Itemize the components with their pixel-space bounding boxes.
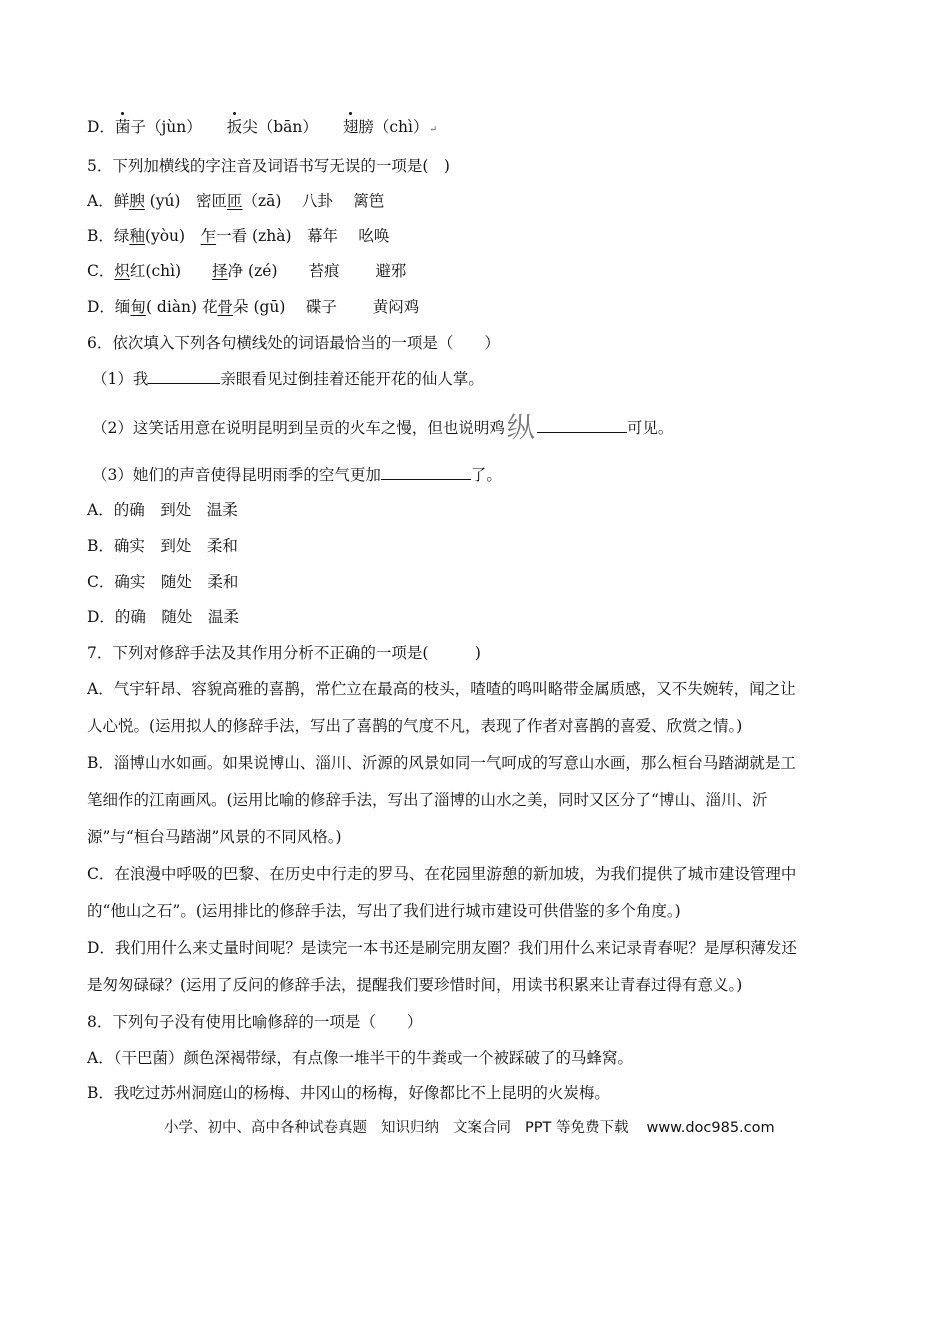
dotted-char: 菌 [114,118,131,136]
q8-option-a: A．（干巴菌）颜色深褐带绿，有点像一堆半干的牛粪或一个被踩破了的马蜂窝。 [87,1049,633,1067]
q7-option-b-line-1: B．淄博山水如画。如果说博山、淄川、沂源的风景如同一气呵成的写意山水画，那么桓台马踏湖就是工 [87,754,796,772]
q6-option-d: D．的确 随处 温柔 [87,608,239,626]
fill-blank [537,418,627,433]
q7-option-d-line-1: D．我们用什么来丈量时间呢？是读完一本书还是刷完朋友圈？我们用什么来记录青春呢？是厚积薄发还 [87,939,797,957]
q7-stem: 7．下列对修辞手法及其作用分析不正确的一项是( ) [87,644,481,662]
q5-option-c: C．炽红(chì) 择净 (zé) 苔痕 避邪 [87,262,407,280]
q4-option-d: D．菌子（jùn） 扳尖（bān） 翅膀（chì）↵ [87,118,438,136]
footer-link[interactable]: www.doc985.com [646,1120,775,1136]
fill-blank [381,465,471,480]
q8-stem: 8．下列句子没有使用比喻修辞的一项是（ ） [87,1013,423,1031]
q6-sentence-1: （1）我 亲眼看见过倒挂着还能开花的仙人掌。 [92,370,484,388]
q6-stem: 6．依次填入下列各句横线处的词语最恰当的一项是（ ） [87,334,500,352]
seal-glyph: 纵 [506,411,535,444]
q7-option-d-line-2: 是匆匆碌碌？(运用了反问的修辞手法，提醒我们要珍惜时间，用读书积累来让青春过得有意义。) [87,976,743,994]
fill-blank [148,369,220,384]
q5-option-a: A．鲜腴 (yú) 密匝匝（zā) 八卦 篱笆 [87,192,385,210]
q5-stem: 5．下列加横线的字注音及词语书写无误的一项是( ) [87,157,450,175]
q5-option-b: B．绿釉(yòu) 乍一看 (zhà) 幕年 吆唤 [87,227,390,245]
q5-option-d: D．缅甸( diàn) 花骨朵 (gū) 碟子 黄闷鸡 [87,298,420,316]
q6-option-c: C．确实 随处 柔和 [87,573,239,591]
q6-option-b: B．确实 到处 柔和 [87,537,238,555]
q7-option-c-line-2: 的“他山之石”。(运用排比的修辞手法，写出了我们进行城市建设可供借鉴的多个角度。) [87,902,681,920]
q6-sentence-2: （2）这笑话用意在说明昆明到呈贡的火车之慢，但也说明鸡纵 可见。 [92,411,674,444]
q7-option-a-line-1: A．气宇轩昂、容貌高雅的喜鹊，常伫立在最高的枝头，喳喳的鸣叫略带金属质感，又不失婉转，闻之让 [87,680,796,698]
dotted-char: 翅 [342,118,359,136]
q6-option-a: A．的确 到处 温柔 [87,501,238,519]
page-footer: 小学、初中、高中各种试卷真题 知识归纳 文案合同 PPT 等免费下载 www.doc985.com [164,1120,775,1136]
q8-option-b: B．我吃过苏州洞庭山的杨梅、井冈山的杨梅，好像都比不上昆明的火炭梅。 [87,1084,610,1102]
q7-option-c-line-1: C．在浪漫中呼吸的巴黎、在历史中行走的罗马、在花园里游憩的新加坡，为我们提供了城市建设管理中 [87,865,797,883]
q7-option-b-line-3: 源”与“桓台马踏湖”风景的不同风格。) [87,828,342,846]
q7-option-a-line-2: 人心悦。(运用拟人的修辞手法，写出了喜鹊的气度不凡，表现了作者对喜鹊的喜爱、欣赏之情。) [87,717,743,735]
dotted-char: 扳 [226,118,243,136]
q7-option-b-line-2: 笔细作的江南画风。(运用比喻的修辞手法，写出了淄博的山水之美，同时又区分了“博山、淄川、沂 [87,791,768,809]
q6-sentence-3: （3）她们的声音使得昆明雨季的空气更加 了。 [92,466,502,484]
